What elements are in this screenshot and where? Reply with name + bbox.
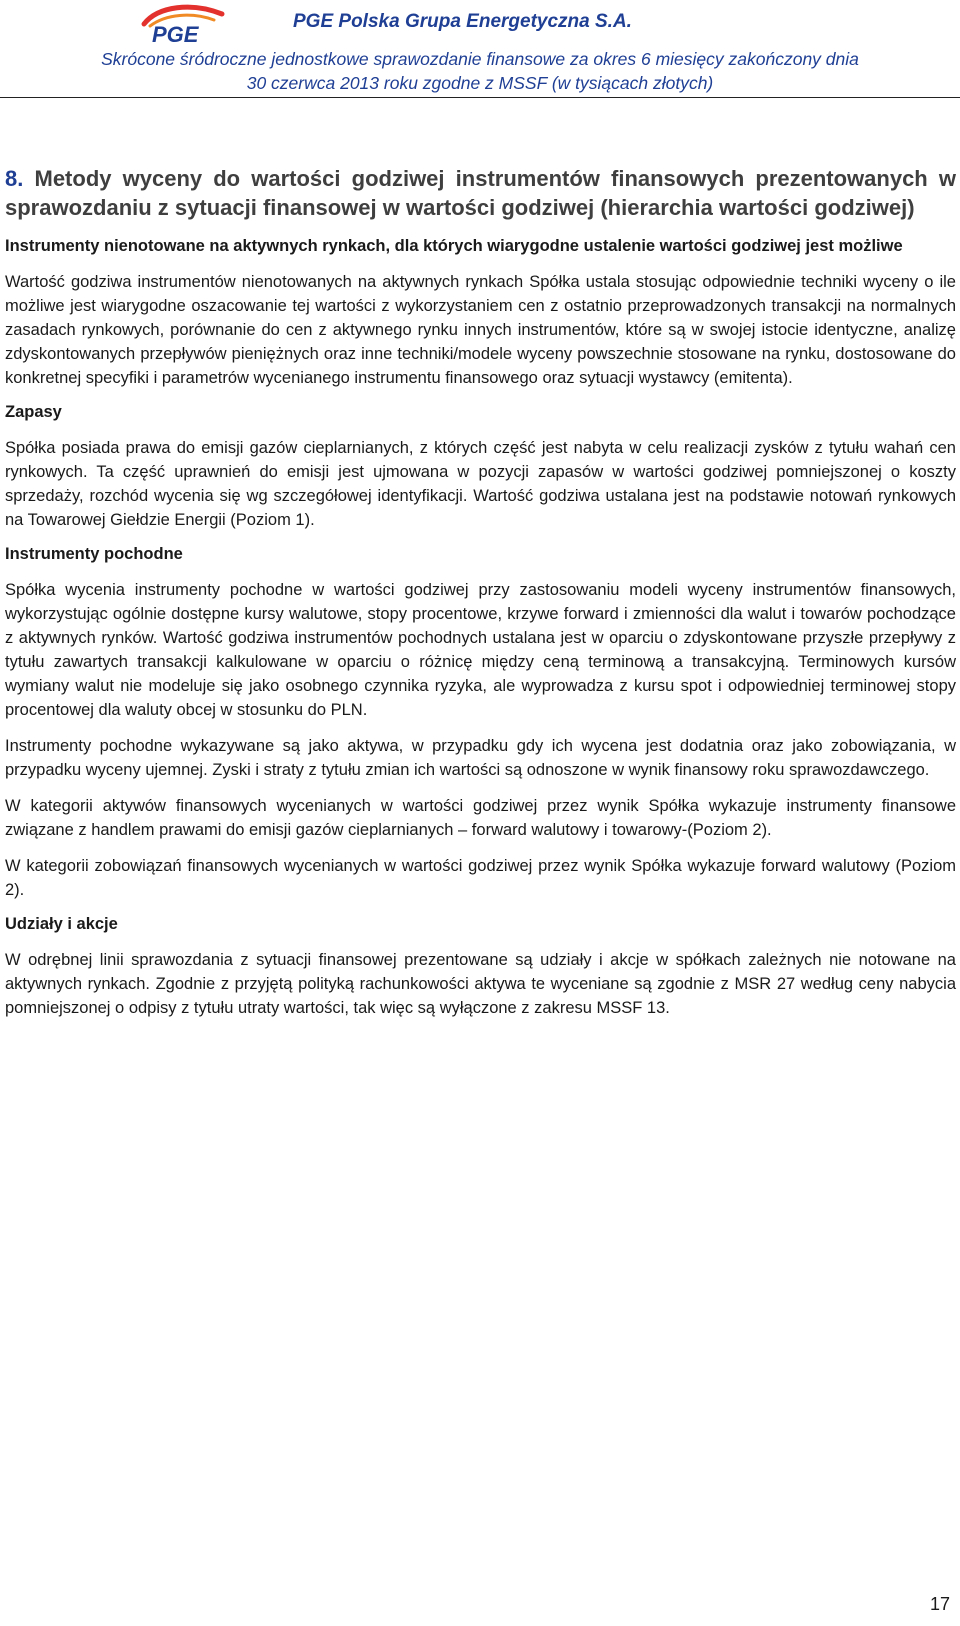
subheading-unquoted-instruments: Instrumenty nienotowane na aktywnych rynkach, dla których wiarygodne ustalenie wartości godziwej jest możliwe <box>5 237 903 255</box>
page-header <box>0 0 960 100</box>
report-subtitle-line-1: Skrócone śródroczne jednostkowe sprawozdanie finansowe za okres 6 miesięcy zakończony dnia <box>101 49 859 69</box>
subheading-derivatives: Instrumenty pochodne <box>5 545 183 563</box>
paragraph-financial-assets: W kategorii aktywów finansowych wycenianych w wartości godziwej przez wynik Spółka wykazuje instrumenty finansowe związane z handlem prawami do emisji gazów cieplarnianych – forward walutowy i towarowy-(Poziom 2). <box>5 797 956 839</box>
header-divider <box>0 97 960 98</box>
subheading-shares: Udziały i akcje <box>5 915 118 933</box>
paragraph-financial-liabilities: W kategorii zobowiązań finansowych wycenianych w wartości godziwej przez wynik Spółka wykazuje forward walutowy (Poziom 2). <box>5 857 956 899</box>
page-number: 17 <box>929 1594 950 1614</box>
company-name: PGE Polska Grupa Energetyczna S.A. <box>293 11 632 32</box>
paragraph-derivatives-valuation: Spółka wycenia instrumenty pochodne w wartości godziwej przy zastosowaniu modeli wyceny instrumentów finansowych, wykorzystując ogólnie dostępne kursy walutowe, stopy procentowe, krzywe forward i zmienności dla walut i towarów pochodzące z aktywnych rynków. Wartość godziwa instrumentów pochodnych ustalana jest w oparciu o zdyskontowane przyszłe przepływy z tytułu zawartych transakcji kalkulowane w oparciu o różnicę między ceną terminową a transakcyjną. Terminowych kursów wymiany walut nie modeluje się jako osobnego czynnika ryzyka, ale wyprowadza z kursu spot i odpowiedniej terminowej stopy procentowej dla waluty obcej w stosunku do PLN. <box>5 581 956 719</box>
report-subtitle-line-2: 30 czerwca 2013 roku zgodne z MSSF (w tysiącach złotych) <box>246 73 714 93</box>
paragraph-inventories: Spółka posiada prawa do emisji gazów cieplarnianych, z których część jest nabyta w celu realizacji zysków z tytułu wahań cen rynkowych. Ta część uprawnień do emisji jest ujmowana w pozycji zapasów w wartości godziwej pomniejszonej o koszty sprzedaży, rozchód wycenia się wg szczegółowej identyfikacji. Wartość godziwa ustalana jest na podstawie notowań rynkowych na Towarowej Giełdzie Energii (Poziom 1). <box>5 439 956 529</box>
paragraph-derivatives-presentation: Instrumenty pochodne wykazywane są jako aktywa, w przypadku gdy ich wycena jest dodatnia oraz jako zobowiązania, w przypadku wyceny ujemnej. Zyski i straty z tytułu zmian ich wartości są odnoszone w wynik finansowy roku sprawozdawczego. <box>5 737 956 779</box>
section-heading <box>5 164 956 222</box>
subheading-inventories: Zapasy <box>5 403 62 421</box>
document-body <box>5 164 956 1020</box>
logo-text: PGE <box>152 22 199 46</box>
report-subtitle <box>0 47 960 95</box>
section-title: Metody wyceny do wartości godziwej instrumentów finansowych prezentowanych w sprawozdaniu z sytuacji finansowej w wartości godziwej (hierarchia wartości godziwej) <box>5 166 956 220</box>
section-number: 8. <box>5 166 24 191</box>
pge-logo <box>130 2 240 46</box>
paragraph-shares: W odrębnej linii sprawozdania z sytuacji finansowej prezentowane są udziały i akcje w spółkach zależnych nie notowane na aktywnych rynkach. Zgodnie z przyjętą polityką rachunkowości aktywa te wyceniane są zgodnie z MSR 27 według ceny nabycia pomniejszonej o odpisy z tytułu utraty wartości, tak więc są wyłączone z zakresu MSSF 13. <box>5 951 956 1017</box>
paragraph-unquoted-instruments: Wartość godziwa instrumentów nienotowanych na aktywnych rynkach Spółka ustala stosując odpowiednie techniki wyceny o ile możliwe jest wiarygodne oszacowanie tej wartości z wykorzystaniem cen z ostatnio przeprowadzonych transakcji na normalnych zasadach rynkowych, porównanie do cen z aktywnego rynku innych instrumentów, które są w swojej istocie identyczne, analizę zdyskontowanych przepływów pieniężnych oraz inne techniki/modele wyceny powszechnie stosowane na rynku, dostosowane do konkretnej specyfiki i parametrów wycenianego instrumentu finansowego oraz sytuacji wystawcy (emitenta). <box>5 273 956 387</box>
